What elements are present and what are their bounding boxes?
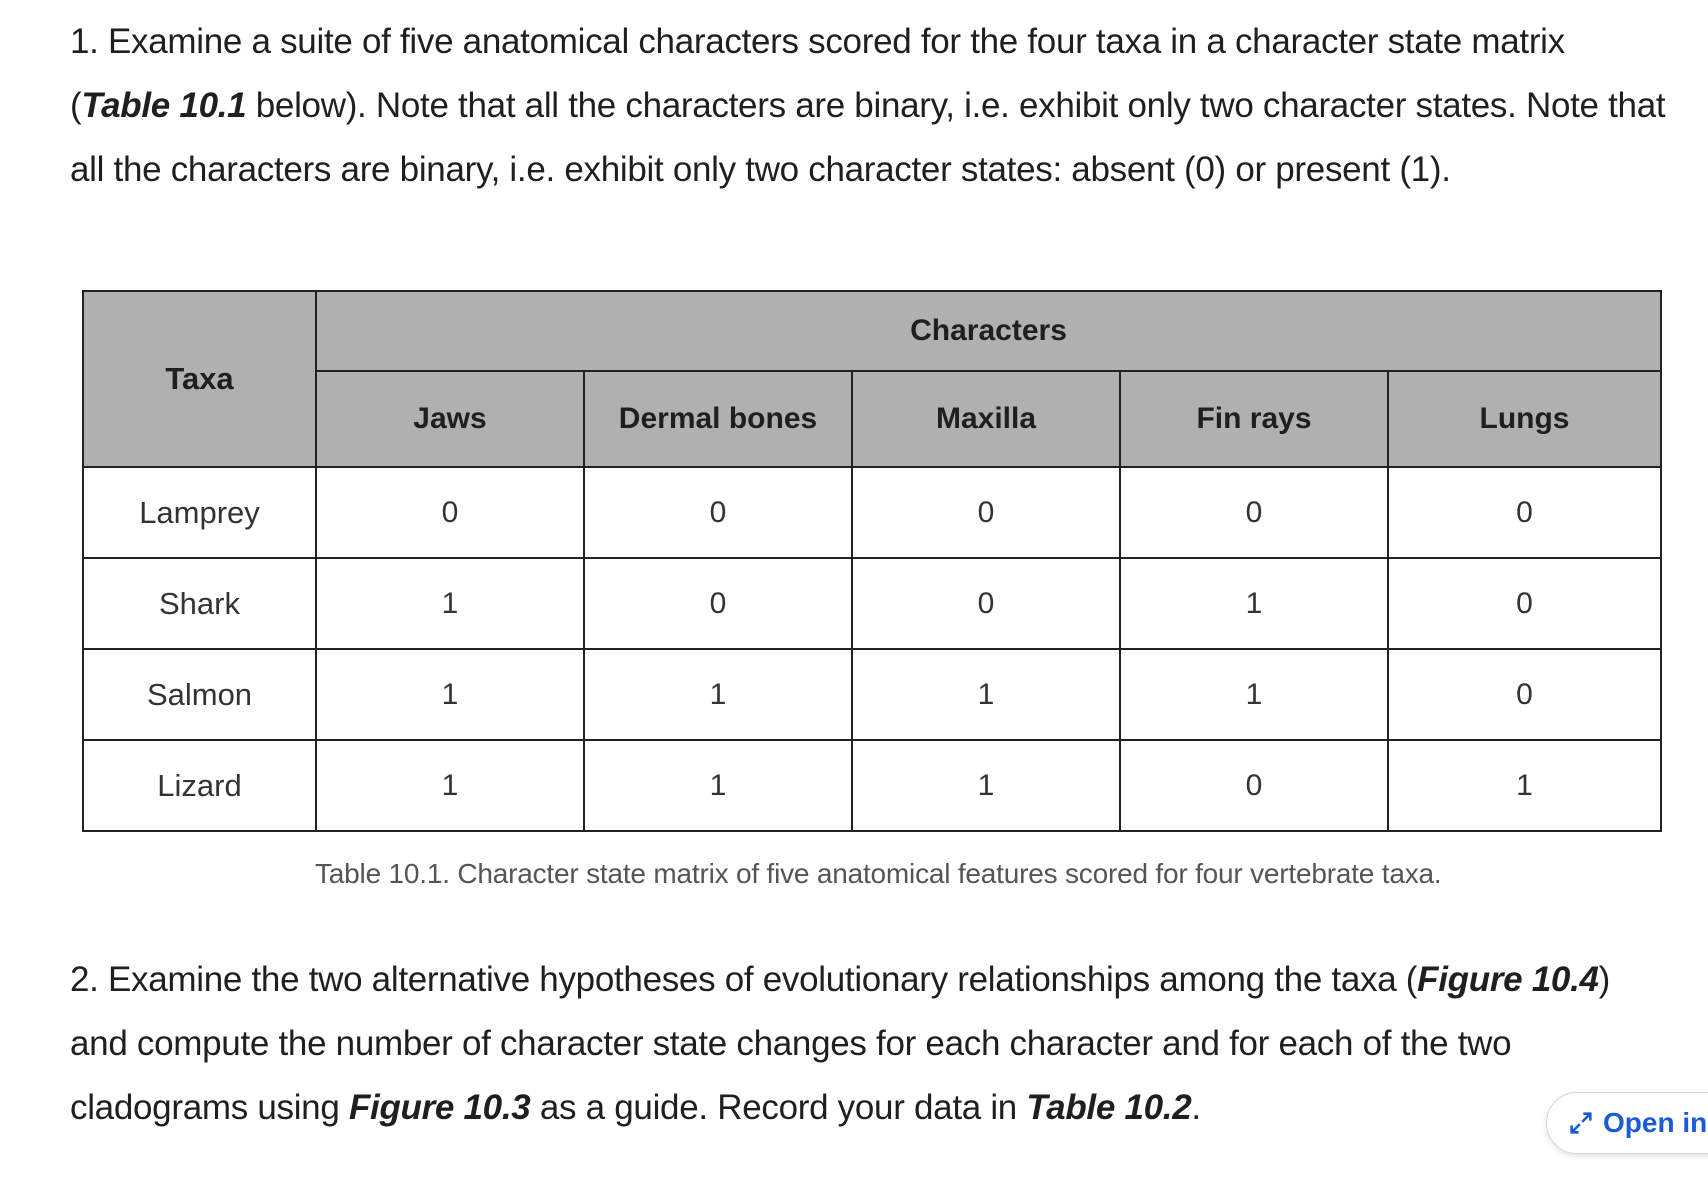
figure-ref-10-3: Figure 10.3 <box>348 1088 531 1127</box>
column-header-dermal-bones: Dermal bones <box>584 371 852 467</box>
table-cell: 1 <box>584 649 852 740</box>
table-row <box>83 467 1661 558</box>
table-cell: 0 <box>1388 467 1661 558</box>
table-cell: 0 <box>1120 467 1388 558</box>
taxon-name: Salmon <box>83 649 316 740</box>
p1-suffix: below). Note that all the characters are binary, i.e. exhibit only two character states. Note that all the characters are binary, i.e. exhibit only two character states: absent (0) or present (1). <box>70 86 1666 189</box>
character-state-matrix <box>82 290 1662 832</box>
p2-part2: ) and compute the number of character state changes for each character and for each of the two cladograms using <box>70 960 1611 1127</box>
column-header-maxilla: Maxilla <box>852 371 1120 467</box>
column-header-fin-rays: Fin rays <box>1120 371 1388 467</box>
table-ref: Table 10.1 <box>81 86 247 125</box>
figure-ref-10-4: Figure 10.4 <box>1417 960 1599 999</box>
open-in-label: Open in <box>1603 1107 1708 1138</box>
table-cell: 1 <box>1388 740 1661 831</box>
table-ref-10-2: Table 10.2 <box>1026 1088 1192 1127</box>
taxon-name: Lamprey <box>83 467 316 558</box>
column-header-jaws: Jaws <box>316 371 584 467</box>
table-cell: 0 <box>1388 649 1661 740</box>
table-cell: 0 <box>316 467 584 558</box>
table-cell: 1 <box>316 740 584 831</box>
characters-header: Characters <box>316 291 1661 371</box>
column-header-lungs: Lungs <box>1388 371 1661 467</box>
expand-arrows-icon <box>1567 1109 1595 1137</box>
table-cell: 0 <box>584 558 852 649</box>
table-cell: 1 <box>1120 558 1388 649</box>
table-row <box>83 649 1661 740</box>
table-row <box>83 740 1661 831</box>
table-cell: 0 <box>1120 740 1388 831</box>
table-cell: 1 <box>316 558 584 649</box>
table-cell: 1 <box>584 740 852 831</box>
open-in-button[interactable] <box>1546 1092 1708 1154</box>
table-cell: 1 <box>1120 649 1388 740</box>
p2-part3: as a guide. Record your data in <box>530 1088 1027 1127</box>
table-cell: 0 <box>1388 558 1661 649</box>
table-caption: Table 10.1. Character state matrix of five anatomical features scored for four vertebrate taxa. <box>315 858 1442 889</box>
taxa-header: Taxa <box>83 291 316 467</box>
instruction-paragraph-2 <box>70 948 1670 1140</box>
table-cell: 1 <box>852 740 1120 831</box>
p2-part4: . <box>1191 1088 1201 1127</box>
table-cell: 0 <box>852 467 1120 558</box>
p1-prefix: 1. Examine a suite of five anatomical characters scored for the four taxa in a character state matrix ( <box>70 22 1565 125</box>
table-cell: 1 <box>316 649 584 740</box>
p2-part1: 2. Examine the two alternative hypotheses of evolutionary relationships among the taxa ( <box>70 960 1418 999</box>
table-cell: 0 <box>584 467 852 558</box>
taxon-name: Shark <box>83 558 316 649</box>
instruction-paragraph-1 <box>70 10 1670 202</box>
taxon-name: Lizard <box>83 740 316 831</box>
table-cell: 0 <box>852 558 1120 649</box>
table-row <box>83 558 1661 649</box>
table-cell: 1 <box>852 649 1120 740</box>
